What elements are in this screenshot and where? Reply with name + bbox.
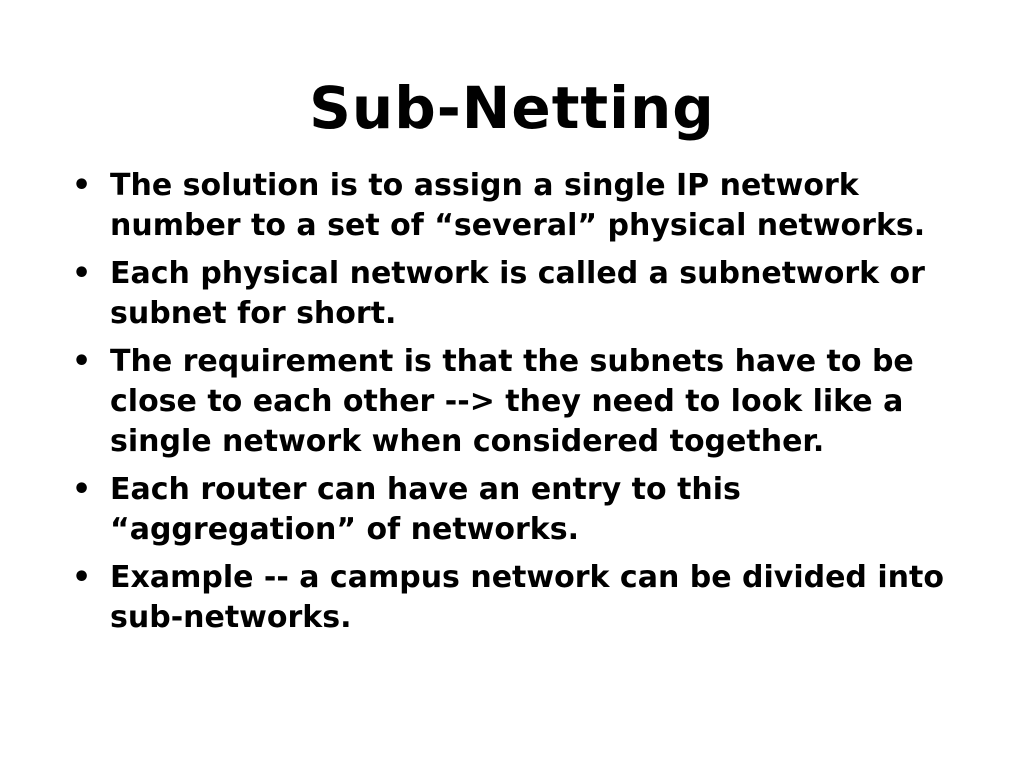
bullet-marker: • (72, 344, 92, 379)
bullet-text: The solution is to assign a single IP network number to a set of “several” physical networks. (110, 168, 926, 243)
bullet-marker: • (72, 168, 92, 203)
bullet-item (72, 254, 992, 334)
slide-title: Sub-Netting (309, 74, 715, 142)
bullet-item (72, 342, 992, 462)
bullet-item (72, 166, 992, 246)
bullet-list (72, 166, 992, 646)
bullet-item (72, 470, 992, 550)
bullet-text: The requirement is that the subnets have to be close to each other --> they need to look like a single network when considered together. (110, 344, 914, 459)
bullet-text: Each physical network is called a subnetwork or subnet for short. (110, 256, 925, 331)
bullet-text: Example -- a campus network can be divided into sub-networks. (110, 560, 944, 635)
bullet-marker: • (72, 472, 92, 507)
bullet-item (72, 558, 992, 638)
bullet-text: Each router can have an entry to this “aggregation” of networks. (110, 472, 741, 547)
bullet-marker: • (72, 560, 92, 595)
bullet-marker: • (72, 256, 92, 291)
